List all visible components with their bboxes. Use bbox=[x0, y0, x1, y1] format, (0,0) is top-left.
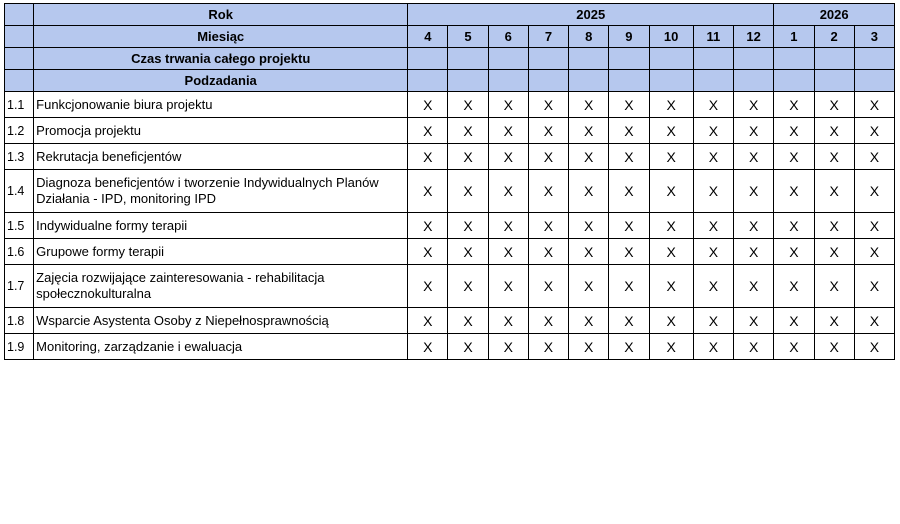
table-row bbox=[5, 265, 895, 308]
schedule-mark: X bbox=[854, 334, 894, 360]
schedule-mark: X bbox=[814, 118, 854, 144]
schedule-mark: X bbox=[569, 308, 609, 334]
schedule-mark: X bbox=[693, 213, 733, 239]
year-2025-header: 2025 bbox=[408, 4, 774, 26]
schedule-mark: X bbox=[693, 118, 733, 144]
schedule-mark: X bbox=[733, 170, 773, 213]
schedule-mark: X bbox=[774, 144, 814, 170]
schedule-mark: X bbox=[814, 265, 854, 308]
schedule-mark: X bbox=[488, 265, 528, 308]
schedule-mark: X bbox=[649, 144, 693, 170]
schedule-mark: X bbox=[488, 239, 528, 265]
schedule-mark: X bbox=[528, 334, 568, 360]
schedule-mark: X bbox=[408, 308, 448, 334]
schedule-mark: X bbox=[609, 213, 649, 239]
schedule-mark: X bbox=[814, 308, 854, 334]
month-header: 2 bbox=[814, 26, 854, 48]
month-header: 6 bbox=[488, 26, 528, 48]
schedule-mark: X bbox=[609, 144, 649, 170]
task-number: 1.5 bbox=[5, 213, 34, 239]
duration-cell bbox=[408, 48, 448, 70]
month-row bbox=[5, 26, 895, 48]
schedule-mark: X bbox=[408, 92, 448, 118]
schedule-mark: X bbox=[488, 308, 528, 334]
schedule-mark: X bbox=[854, 265, 894, 308]
task-number: 1.8 bbox=[5, 308, 34, 334]
subtasks-cell bbox=[408, 70, 448, 92]
schedule-mark: X bbox=[569, 170, 609, 213]
schedule-mark: X bbox=[448, 334, 488, 360]
task-number: 1.7 bbox=[5, 265, 34, 308]
schedule-mark: X bbox=[569, 92, 609, 118]
schedule-mark: X bbox=[854, 239, 894, 265]
schedule-mark: X bbox=[408, 334, 448, 360]
schedule-mark: X bbox=[814, 239, 854, 265]
table-row bbox=[5, 118, 895, 144]
subtasks-cell bbox=[609, 70, 649, 92]
subtasks-row-num bbox=[5, 70, 34, 92]
schedule-mark: X bbox=[528, 239, 568, 265]
schedule-mark: X bbox=[774, 308, 814, 334]
schedule-mark: X bbox=[854, 92, 894, 118]
duration-cell bbox=[693, 48, 733, 70]
schedule-mark: X bbox=[733, 308, 773, 334]
schedule-mark: X bbox=[609, 308, 649, 334]
duration-cell bbox=[488, 48, 528, 70]
schedule-mark: X bbox=[528, 92, 568, 118]
project-duration-label: Czas trwania całego projektu bbox=[34, 48, 408, 70]
table-row bbox=[5, 92, 895, 118]
duration-cell bbox=[854, 48, 894, 70]
schedule-mark: X bbox=[448, 118, 488, 144]
schedule-mark: X bbox=[528, 308, 568, 334]
subtasks-cell bbox=[814, 70, 854, 92]
schedule-mark: X bbox=[408, 239, 448, 265]
schedule-mark: X bbox=[448, 213, 488, 239]
schedule-mark: X bbox=[488, 144, 528, 170]
schedule-mark: X bbox=[774, 265, 814, 308]
subtasks-cell bbox=[854, 70, 894, 92]
task-name: Diagnoza beneficjentów i tworzenie Indywidualnych Planów Działania - IPD, monitoring IPD bbox=[34, 170, 408, 213]
schedule-mark: X bbox=[609, 92, 649, 118]
month-header: 8 bbox=[569, 26, 609, 48]
schedule-mark: X bbox=[649, 92, 693, 118]
month-header: 3 bbox=[854, 26, 894, 48]
subtasks-cell bbox=[448, 70, 488, 92]
schedule-mark: X bbox=[569, 334, 609, 360]
schedule-mark: X bbox=[854, 170, 894, 213]
schedule-mark: X bbox=[733, 239, 773, 265]
month-header: 12 bbox=[733, 26, 773, 48]
month-header: 5 bbox=[448, 26, 488, 48]
schedule-mark: X bbox=[408, 144, 448, 170]
month-label: Miesiąc bbox=[34, 26, 408, 48]
schedule-mark: X bbox=[569, 265, 609, 308]
schedule-mark: X bbox=[814, 92, 854, 118]
table-row bbox=[5, 239, 895, 265]
schedule-mark: X bbox=[693, 170, 733, 213]
subtasks-cell bbox=[528, 70, 568, 92]
schedule-mark: X bbox=[733, 334, 773, 360]
schedule-mark: X bbox=[609, 239, 649, 265]
duration-cell bbox=[569, 48, 609, 70]
schedule-mark: X bbox=[814, 334, 854, 360]
schedule-mark: X bbox=[774, 239, 814, 265]
schedule-mark: X bbox=[528, 213, 568, 239]
schedule-mark: X bbox=[528, 144, 568, 170]
schedule-mark: X bbox=[448, 239, 488, 265]
schedule-mark: X bbox=[733, 92, 773, 118]
schedule-mark: X bbox=[649, 213, 693, 239]
schedule-mark: X bbox=[774, 334, 814, 360]
task-name: Rekrutacja beneficjentów bbox=[34, 144, 408, 170]
month-header: 4 bbox=[408, 26, 448, 48]
schedule-mark: X bbox=[448, 144, 488, 170]
table-row bbox=[5, 334, 895, 360]
table-row bbox=[5, 308, 895, 334]
schedule-mark: X bbox=[488, 118, 528, 144]
duration-cell bbox=[733, 48, 773, 70]
schedule-mark: X bbox=[528, 265, 568, 308]
subtasks-cell bbox=[649, 70, 693, 92]
duration-cell bbox=[528, 48, 568, 70]
schedule-mark: X bbox=[814, 144, 854, 170]
year-row-num bbox=[5, 4, 34, 26]
subtasks-cell bbox=[693, 70, 733, 92]
duration-cell bbox=[609, 48, 649, 70]
schedule-mark: X bbox=[649, 265, 693, 308]
schedule-mark: X bbox=[733, 265, 773, 308]
schedule-mark: X bbox=[854, 213, 894, 239]
year-label: Rok bbox=[34, 4, 408, 26]
schedule-mark: X bbox=[488, 334, 528, 360]
month-row-num bbox=[5, 26, 34, 48]
schedule-mark: X bbox=[448, 92, 488, 118]
subtasks-cell bbox=[733, 70, 773, 92]
duration-row-num bbox=[5, 48, 34, 70]
month-header: 11 bbox=[693, 26, 733, 48]
task-number: 1.4 bbox=[5, 170, 34, 213]
schedule-mark: X bbox=[609, 334, 649, 360]
schedule-mark: X bbox=[488, 213, 528, 239]
schedule-mark: X bbox=[774, 213, 814, 239]
task-name: Funkcjonowanie biura projektu bbox=[34, 92, 408, 118]
schedule-mark: X bbox=[733, 213, 773, 239]
schedule-mark: X bbox=[569, 239, 609, 265]
task-number: 1.6 bbox=[5, 239, 34, 265]
schedule-mark: X bbox=[609, 118, 649, 144]
schedule-mark: X bbox=[854, 144, 894, 170]
schedule-mark: X bbox=[448, 170, 488, 213]
task-name: Wsparcie Asystenta Osoby z Niepełnosprawnością bbox=[34, 308, 408, 334]
schedule-mark: X bbox=[693, 334, 733, 360]
task-number: 1.2 bbox=[5, 118, 34, 144]
schedule-mark: X bbox=[609, 170, 649, 213]
schedule-mark: X bbox=[814, 170, 854, 213]
task-name: Promocja projektu bbox=[34, 118, 408, 144]
schedule-mark: X bbox=[774, 118, 814, 144]
duration-cell bbox=[448, 48, 488, 70]
schedule-table bbox=[4, 3, 895, 360]
schedule-mark: X bbox=[408, 170, 448, 213]
task-number: 1.9 bbox=[5, 334, 34, 360]
schedule-mark: X bbox=[649, 170, 693, 213]
month-header: 9 bbox=[609, 26, 649, 48]
table-row bbox=[5, 213, 895, 239]
subtasks-cell bbox=[569, 70, 609, 92]
year-2026-header: 2026 bbox=[774, 4, 895, 26]
month-header: 1 bbox=[774, 26, 814, 48]
task-name: Grupowe formy terapii bbox=[34, 239, 408, 265]
table-row bbox=[5, 170, 895, 213]
subtasks-cell bbox=[774, 70, 814, 92]
schedule-mark: X bbox=[854, 118, 894, 144]
schedule-mark: X bbox=[733, 144, 773, 170]
subtasks-label: Podzadania bbox=[34, 70, 408, 92]
schedule-mark: X bbox=[408, 118, 448, 144]
schedule-mark: X bbox=[649, 308, 693, 334]
task-number: 1.3 bbox=[5, 144, 34, 170]
schedule-mark: X bbox=[609, 265, 649, 308]
schedule-mark: X bbox=[448, 265, 488, 308]
schedule-mark: X bbox=[569, 118, 609, 144]
duration-cell bbox=[814, 48, 854, 70]
month-header: 7 bbox=[528, 26, 568, 48]
task-name: Zajęcia rozwijające zainteresowania - rehabilitacja społecznokulturalna bbox=[34, 265, 408, 308]
subtasks-row bbox=[5, 70, 895, 92]
duration-cell bbox=[649, 48, 693, 70]
schedule-mark: X bbox=[569, 213, 609, 239]
schedule-mark: X bbox=[649, 239, 693, 265]
schedule-mark: X bbox=[649, 118, 693, 144]
schedule-mark: X bbox=[448, 308, 488, 334]
duration-row bbox=[5, 48, 895, 70]
schedule-mark: X bbox=[854, 308, 894, 334]
task-number: 1.1 bbox=[5, 92, 34, 118]
task-name: Monitoring, zarządzanie i ewaluacja bbox=[34, 334, 408, 360]
schedule-mark: X bbox=[693, 144, 733, 170]
schedule-mark: X bbox=[488, 92, 528, 118]
schedule-mark: X bbox=[649, 334, 693, 360]
task-name: Indywidualne formy terapii bbox=[34, 213, 408, 239]
schedule-mark: X bbox=[569, 144, 609, 170]
schedule-mark: X bbox=[528, 118, 568, 144]
schedule-mark: X bbox=[408, 213, 448, 239]
year-row bbox=[5, 4, 895, 26]
schedule-mark: X bbox=[693, 92, 733, 118]
schedule-mark: X bbox=[693, 308, 733, 334]
schedule-mark: X bbox=[693, 239, 733, 265]
schedule-mark: X bbox=[528, 170, 568, 213]
schedule-mark: X bbox=[408, 265, 448, 308]
schedule-mark: X bbox=[774, 170, 814, 213]
month-header: 10 bbox=[649, 26, 693, 48]
duration-cell bbox=[774, 48, 814, 70]
subtasks-cell bbox=[488, 70, 528, 92]
schedule-mark: X bbox=[733, 118, 773, 144]
schedule-mark: X bbox=[814, 213, 854, 239]
table-row bbox=[5, 144, 895, 170]
schedule-mark: X bbox=[488, 170, 528, 213]
schedule-mark: X bbox=[774, 92, 814, 118]
schedule-mark: X bbox=[693, 265, 733, 308]
